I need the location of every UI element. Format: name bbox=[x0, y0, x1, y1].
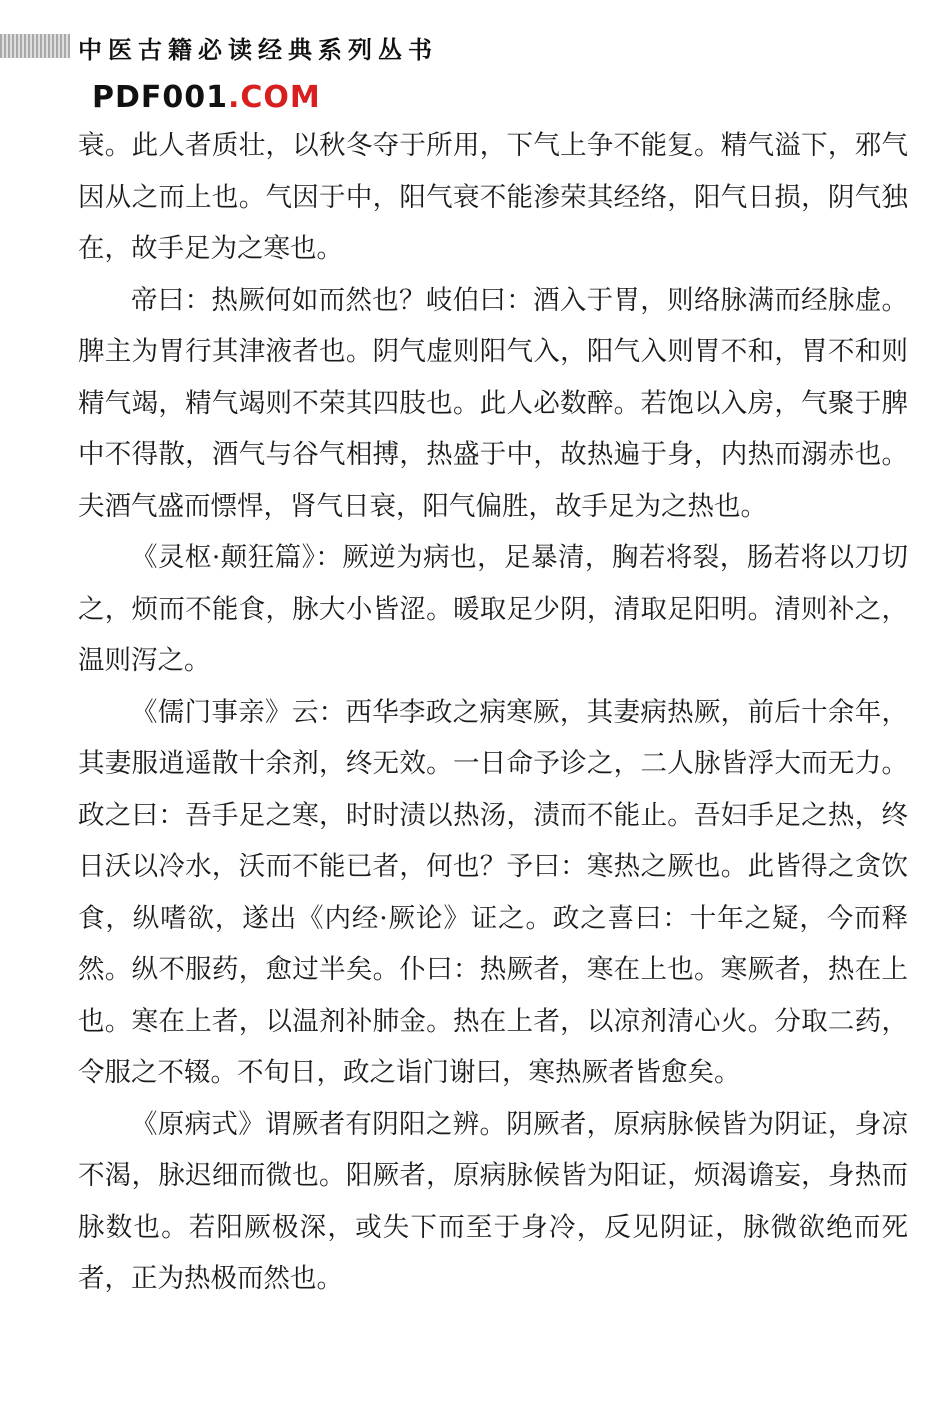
header-decoration-band bbox=[0, 34, 70, 58]
body-text bbox=[78, 120, 908, 1305]
watermark-main: PDF001 bbox=[92, 80, 229, 115]
watermark bbox=[92, 80, 321, 115]
paragraph-rumen-shiqin: 《儒门事亲》云：西华李政之病寒厥，其妻病热厥，前后十余年，其妻服逍遥散十余剂，终无效。一日命予诊之，二人脉皆浮大而无力。政之曰：吾手足之寒，时时渍以热汤，渍而不能止。吾妇手足之热，终日沃以冷水，沃而不能已者，何也？予曰：寒热之厥也。此皆得之贪饮食，纵嗜欲，遂出《内经·厥论》证之。政之喜曰：十年之疑，今而释然。纵不服药，愈过半矣。仆曰：热厥者，寒在上也。寒厥者，热在上也。寒在上者，以温剂补肺金。热在上者，以凉剂清心火。分取二药，令服之不辍。不旬日，政之诣门谢曰，寒热厥者皆愈矣。 bbox=[78, 696, 908, 1088]
paragraph-lingshu: 《灵枢·颠狂篇》：厥逆为病也，足暴清，胸若将裂，肠若将以刀切之，烦而不能食，脉大小皆涩。暖取足少阴，清取足阳明。清则补之，温则泻之。 bbox=[78, 542, 908, 676]
series-title: 中医古籍必读经典系列丛书 bbox=[78, 36, 438, 64]
paragraph-yuanbingshi: 《原病式》谓厥者有阴阳之辨。阴厥者，原病脉候皆为阴证，身凉不渴，脉迟细而微也。阳厥者，原病脉候皆为阳证，烦渴谵妄，身热而脉数也。若阳厥极深，或失下而至于身冷，反见阴证，脉微欲绝而死者，正为热极而然也。 bbox=[78, 1108, 908, 1294]
watermark-suffix: .COM bbox=[228, 80, 321, 115]
paragraph-re-jue: 帝曰：热厥何如而然也？岐伯曰：酒入于胃，则络脉满而经脉虚。脾主为胃行其津液者也。阴气虚则阳气入，阳气入则胃不和，胃不和则精气竭，精气竭则不荣其四肢也。此人必数醉。若饱以入房，气聚于脾中不得散，酒气与谷气相搏，热盛于中，故热遍于身，内热而溺赤也。夫酒气盛而慓悍，肾气日衰，阳气偏胜，故手足为之热也。 bbox=[78, 284, 908, 522]
paragraph-continued: 衰。此人者质壮，以秋冬夺于所用，下气上争不能复。精气溢下，邪气因从之而上也。气因于中，阳气衰不能渗荣其经络，阳气日损，阴气独在，故手足为之寒也。 bbox=[78, 130, 908, 264]
